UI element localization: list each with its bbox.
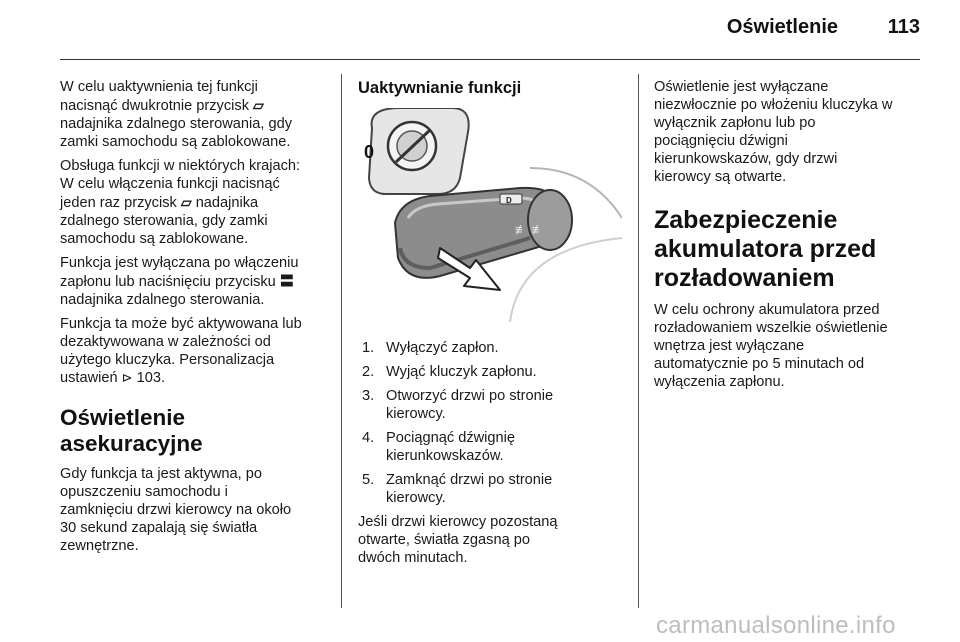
page-reference-icon: ⊳ (121, 370, 133, 385)
page-header (60, 0, 920, 60)
column-divider-2 (638, 74, 639, 608)
list-item: 4. Pociągnąć dźwignię kierunkowskazów. (362, 430, 515, 464)
paragraph-unlock-instructions: W celu uaktywnienia tej funkcji nacisnąć dwukrotnie przycisk ⏥ nadajnika zdalnego sterowania, gdy zamki samochodu są zablokowane. (60, 79, 293, 150)
unlock-button-icon: ⏥ (253, 97, 264, 113)
page-title: Oświetlenie (726, 16, 838, 38)
unlock-button-icon: ⏥ (180, 194, 192, 210)
column-3 (654, 78, 924, 397)
svg-text:≢ ≢: ≢ ≢ (515, 222, 545, 237)
list-item: 3. Otworzyć drzwi po stronie kierowcy. (362, 388, 554, 422)
paragraph-switch-off: Oświetlenie jest wyłączane niezwłocznie po włożeniu kluczyka w wyłącznik zapłonu lub po pociągnięciu dźwigni kierunkowskazów, gdy drzwi kierowcy są otwarte. (654, 79, 893, 185)
paragraph-personalization: Funkcja ta może być aktywowana lub dezaktywowana w zależności od użytego kluczyka. Personalizacja ustawień ⊳ 103. (60, 316, 302, 386)
heading-exit-lighting: Oświetlenie asekuracyjne (60, 405, 203, 456)
list-item: 1. Wyłączyć zapłon. (362, 340, 499, 356)
paragraph-door-open-timeout: Jeśli drzwi kierowcy pozostaną otwarte, światła zgasną po dwóch minutach. (358, 514, 558, 566)
activation-steps-list (362, 339, 624, 507)
svg-text:D: D (506, 196, 512, 205)
column-divider-1 (341, 74, 342, 608)
paragraph-battery-protection: W celu ochrony akumulatora przed rozładowaniem wszelkie oświetlenie wnętrza jest wyłączane automatycznie po 5 minutach od wyłączenia zapłonu. (654, 302, 888, 390)
list-item: 2. Wyjąć kluczyk zapłonu. (362, 364, 537, 380)
lock-button-icon: 〓 (279, 273, 294, 289)
column-2 (358, 78, 624, 573)
paragraph-exit-lighting: Gdy funkcja ta jest aktywna, po opuszczeniu samochodu i zamknięciu drzwi kierowcy na około 30 sekund zapalają się światła zewnętrzne. (60, 466, 292, 554)
turn-signal-lever-illustration (360, 108, 622, 322)
paragraph-deactivation: Funkcja jest wyłączana po włączeniu zapłonu lub naciśnięciu przycisku 〓 nadajnika zdalnego sterowania. (60, 255, 299, 308)
page-number: 113 (887, 16, 920, 38)
ignition-position-label: 0 (364, 142, 375, 162)
paragraph-country-variant: Obsługa funkcji w niektórych krajach: W celu włączenia funkcji nacisnąć jeden raz przycisk ⏥ nadajnika zdalnego sterowania, gdy zamki samochodu są zablokowane. (60, 158, 301, 247)
heading-activation: Uaktywnianie funkcji (358, 79, 522, 97)
watermark: carmanualsonline.info (656, 612, 896, 639)
list-item: 5. Zamknąć drzwi po stronie kierowcy. (362, 472, 553, 506)
heading-battery-discharge: Zabezpieczenie akumulatora przed rozładowaniem (654, 206, 877, 292)
column-1 (60, 78, 332, 561)
